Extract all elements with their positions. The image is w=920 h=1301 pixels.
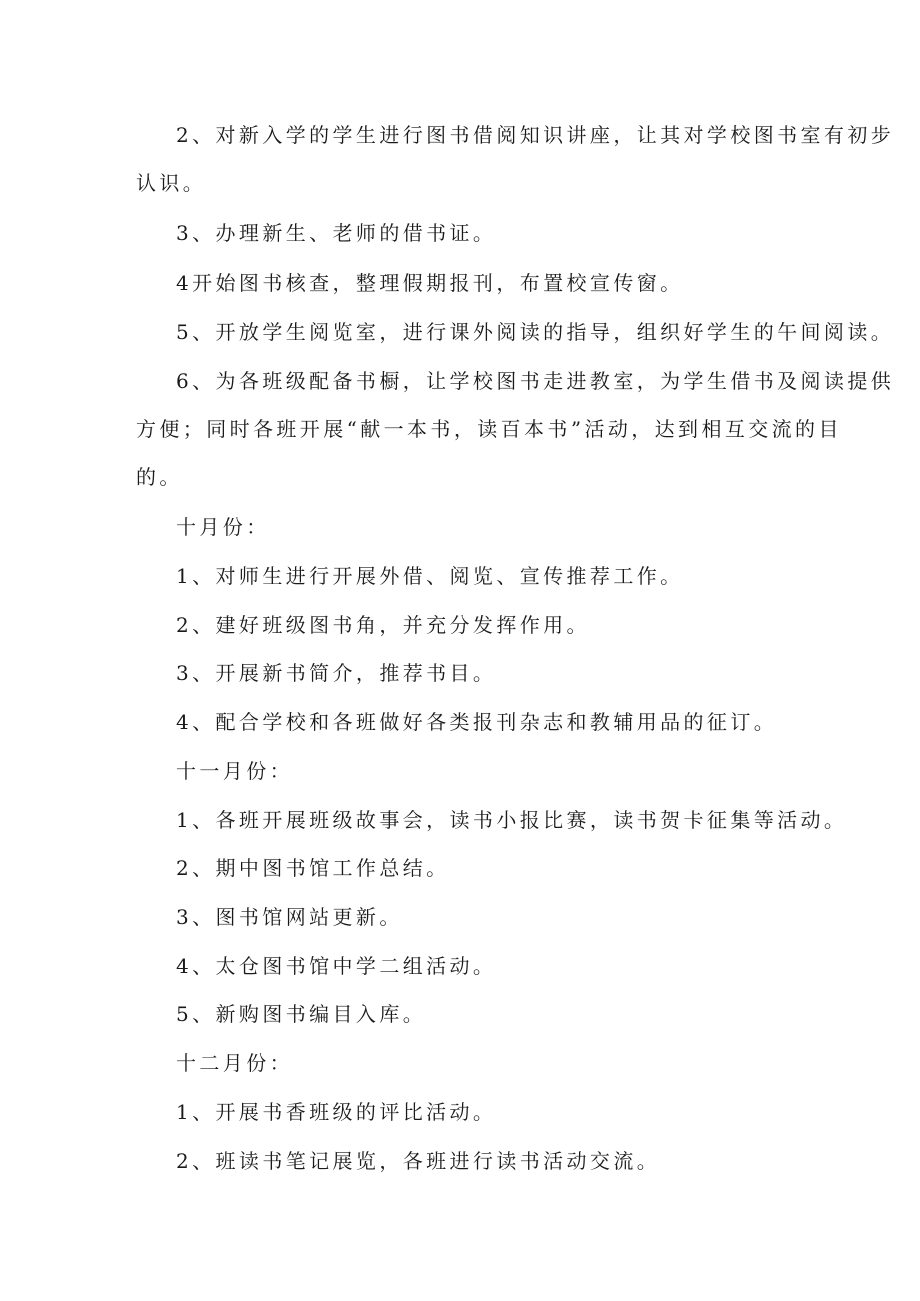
list-item: 3、开展新书简介，推荐书目。 bbox=[176, 661, 497, 685]
list-item: 1、对师生进行开展外借、阅览、宣传推荐工作。 bbox=[176, 564, 684, 588]
list-item: 1、开展书香班级的评比活动。 bbox=[176, 1100, 497, 1124]
list-item: 2、期中图书馆工作总结。 bbox=[176, 856, 450, 880]
paragraph-line: 6、为各班级配备书橱，让学校图书走进教室，为学生借书及阅读提供 bbox=[176, 369, 895, 393]
list-item: 2、班读书笔记展览，各班进行读书活动交流。 bbox=[176, 1149, 661, 1173]
paragraph-line: 4开始图书核查，整理假期报刊，布置校宣传窗。 bbox=[176, 271, 684, 295]
section-heading-december: 十二月份： bbox=[176, 1051, 293, 1075]
section-heading-october: 十月份： bbox=[176, 515, 270, 539]
section-heading-november: 十一月份： bbox=[176, 759, 293, 783]
paragraph-line: 的。 bbox=[136, 465, 183, 489]
list-item: 1、各班开展班级故事会，读书小报比赛，读书贺卡征集等活动。 bbox=[176, 808, 848, 832]
list-item: 4、配合学校和各班做好各类报刊杂志和教辅用品的征订。 bbox=[176, 710, 778, 734]
paragraph-line: 2、对新入学的学生进行图书借阅知识讲座，让其对学校图书室有初步 bbox=[176, 123, 895, 147]
list-item: 5、新购图书编目入库。 bbox=[176, 1002, 427, 1026]
list-item: 2、建好班级图书角，并充分发挥作用。 bbox=[176, 613, 590, 637]
paragraph-line: 方便；同时各班开展“献一本书，读百本书”活动，达到相互交流的目 bbox=[136, 417, 842, 441]
paragraph-line: 3、办理新生、老师的借书证。 bbox=[176, 221, 497, 245]
list-item: 3、图书馆网站更新。 bbox=[176, 905, 403, 929]
paragraph-line: 认识。 bbox=[136, 171, 207, 195]
list-item: 4、太仓图书馆中学二组活动。 bbox=[176, 954, 497, 978]
paragraph-line: 5、开放学生阅览室，进行课外阅读的指导，组织好学生的午间阅读。 bbox=[176, 320, 895, 344]
